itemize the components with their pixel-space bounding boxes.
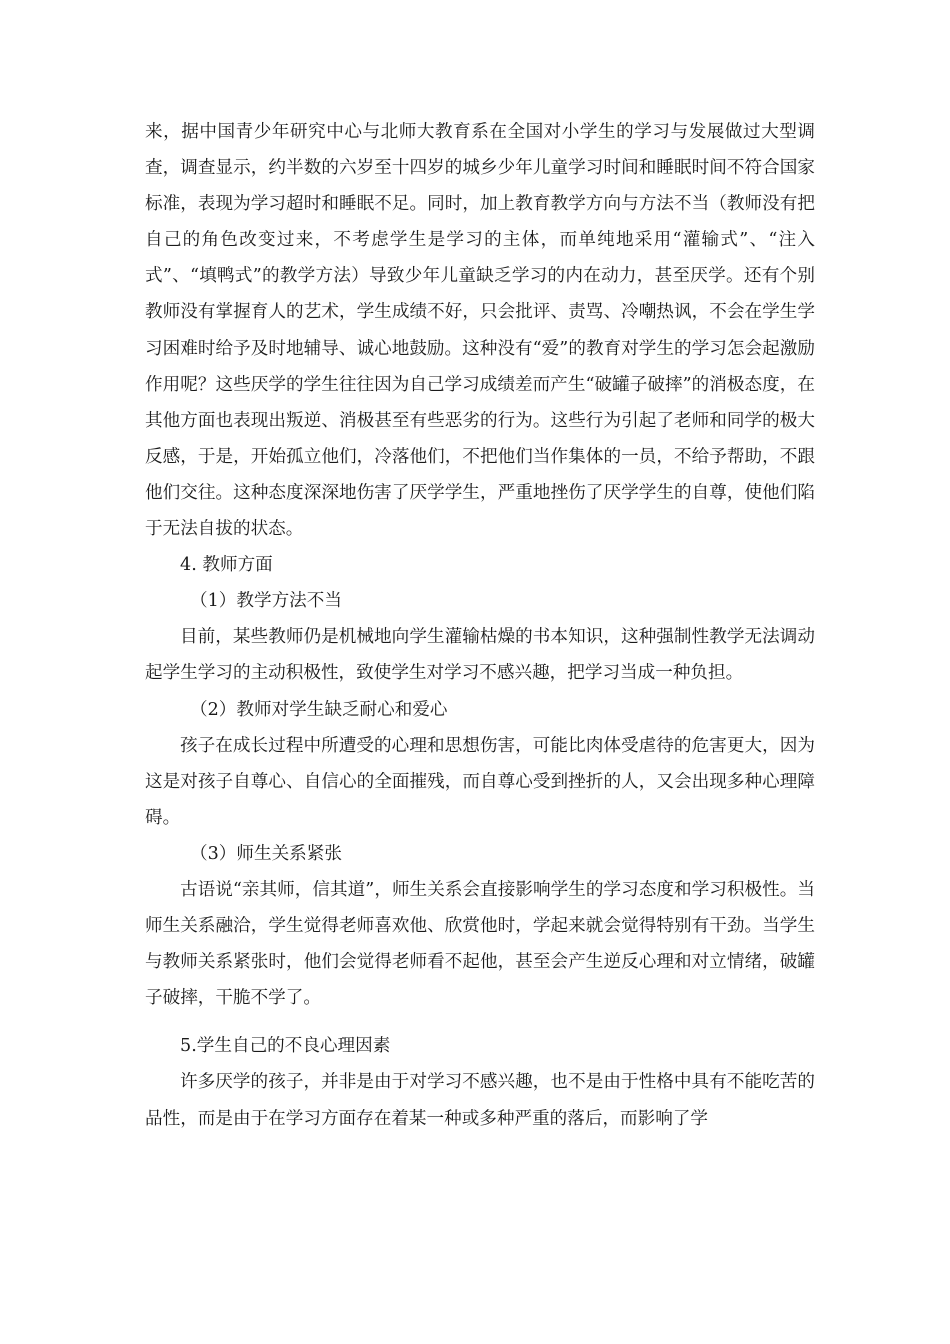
paragraph-survey: 来，据中国青少年研究中心与北师大教育系在全国对小学生的学习与发展做过大型调查，调查显示，约半数的六岁至十四岁的城乡少年儿童学习时间和睡眠时间不符合国家标准，表现为学习超时和睡眠不足。同时，加上教育教学方向与方法不当（教师没有把自己的角色改变过来，不考虑学生是学习的主体，而单纯地采用“灌输式”、“注入式”、“填鸭式”的教学方法）导致少年儿童缺乏学习的内在动力，甚至厌学。还有个别教师没有掌握育人的艺术，学生成绩不好，只会批评、责骂、冷嘲热讽，不会在学生学习困难时给予及时地辅导、诚心地鼓励。这种没有“爱”的教育对学生的学习怎会起激励作用呢？这些厌学的学生往往因为自己学习成绩差而产生“破罐子破摔”的消极态度，在其他方面也表现出叛逆、消极甚至有些恶劣的行为。这些行为引起了老师和同学的极大反感，于是，开始孤立他们，冷落他们，不把他们当作集体的一员，不给予帮助，不跟他们交往。这种态度深深地伤害了厌学学生，严重地挫伤了厌学学生的自尊，使他们陷于无法自拔的状态。 xyxy=(145,122,815,540)
paragraph-relationship: 古语说“亲其师，信其道”，师生关系会直接影响学生的学习态度和学习积极性。当师生关系融洽，学生觉得老师喜欢他、欣赏他时，学起来就会觉得特别有干劲。当学生与教师关系紧张时，他们会觉得老师看不起他，甚至会产生逆反心理和对立情绪，破罐子破摔，干脆不学了。 xyxy=(145,879,815,1009)
paragraph-patience: 孩子在成长过程中所遭受的心理和思想伤害，可能比肉体受虐待的危害更大，因为这是对孩子自尊心、自信心的全面摧残，而自尊心受到挫折的人，又会出现多种心理障碍。 xyxy=(145,735,815,828)
paragraph-teaching-method: 目前，某些教师仍是机械地向学生灌输枯燥的书本知识，这种强制性教学无法调动起学生学习的主动积极性，致使学生对学习不感兴趣，把学习当成一种负担。 xyxy=(145,627,815,684)
subheading-4-2: （2）教师对学生缺乏耐心和爱心 xyxy=(190,699,448,720)
section-heading-5: 5.学生自己的不良心理因素 xyxy=(180,1036,391,1057)
section-heading-4: 4. 教师方面 xyxy=(180,555,273,576)
document-body xyxy=(145,114,815,1137)
subheading-4-3: （3）师生关系紧张 xyxy=(190,843,342,864)
subheading-4-1: （1）教学方法不当 xyxy=(190,591,342,612)
section-gap xyxy=(145,1016,815,1028)
paragraph-psychology: 许多厌学的孩子，并非是由于对学习不感兴趣，也不是由于性格中具有不能吃苦的品性，而是由于在学习方面存在着某一种或多种严重的落后，而影响了学 xyxy=(145,1072,815,1129)
